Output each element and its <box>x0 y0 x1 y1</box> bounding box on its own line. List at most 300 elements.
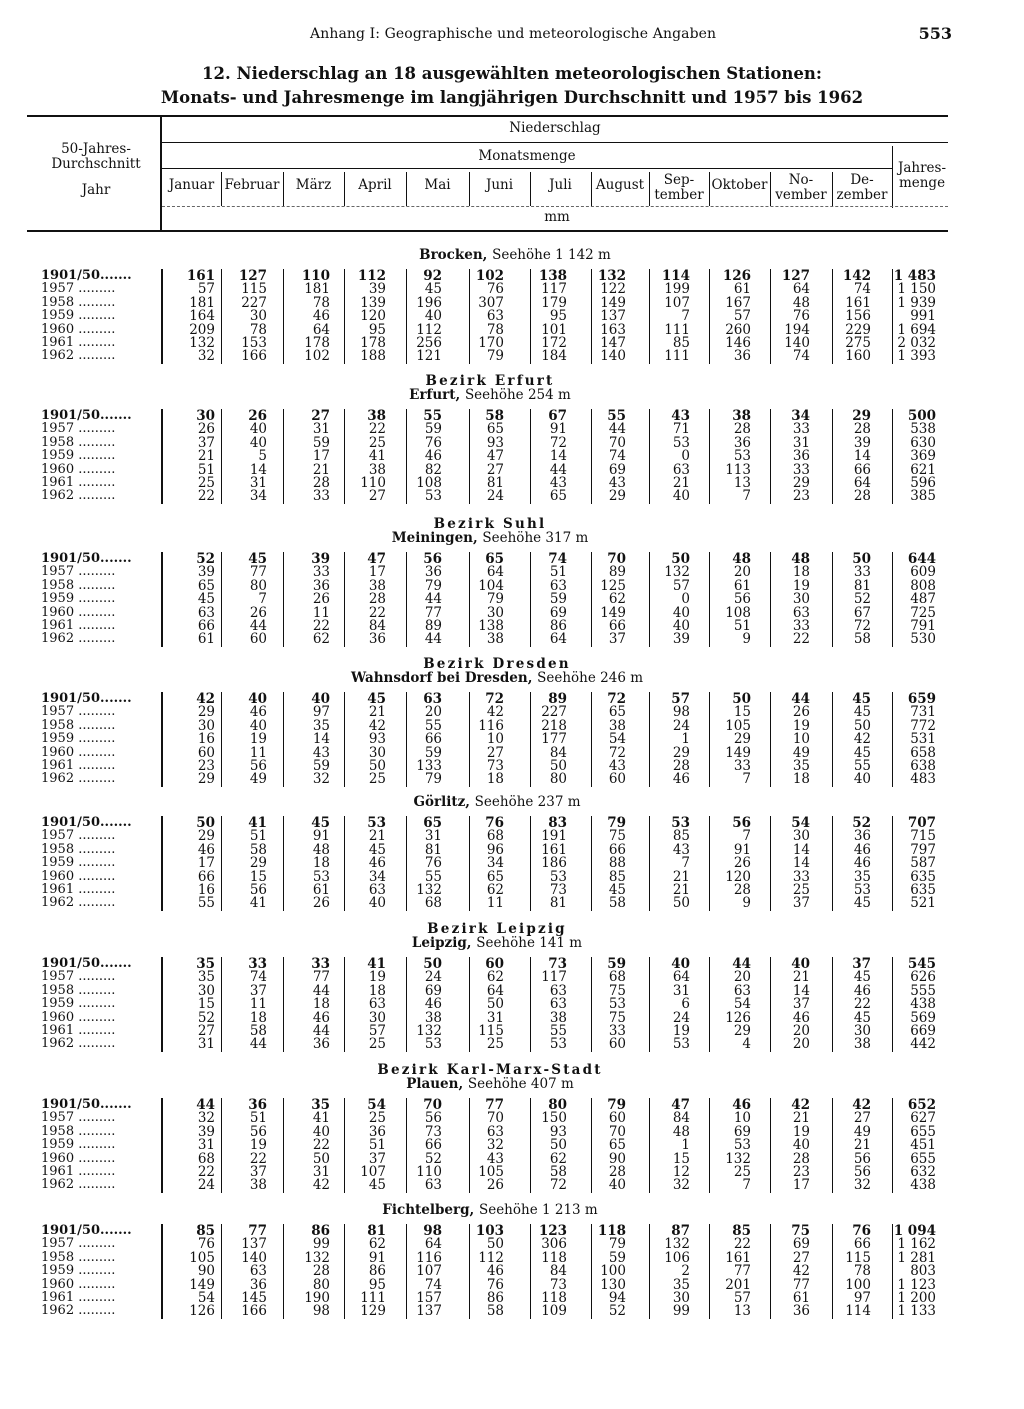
monthly-value-cell: 43 <box>608 475 626 491</box>
monthly-value-cell: 194 <box>784 321 810 338</box>
monthly-value-cell: 157 <box>416 1290 442 1306</box>
month-column-divider <box>591 172 592 206</box>
year-label: 1958 ......... <box>41 983 116 998</box>
year-label: 1901/50....... <box>41 269 132 283</box>
table-row <box>0 896 1024 910</box>
monthly-value-cell: 65 <box>608 1137 626 1154</box>
monthly-value-cell: 306 <box>541 1236 567 1253</box>
monthly-value-cell: 86 <box>486 1290 504 1306</box>
monthly-value-cell: 107 <box>360 1164 386 1180</box>
column-divider <box>283 552 284 647</box>
monthly-value-cell: 53 <box>671 815 690 831</box>
annual-total-cell: 596 <box>910 475 936 491</box>
monthly-value-cell: 178 <box>304 335 330 351</box>
monthly-value-cell: 142 <box>842 268 871 284</box>
column-divider <box>221 1098 222 1193</box>
monthly-value-cell: 307 <box>478 294 504 311</box>
monthly-value-cell: 87 <box>671 1223 690 1239</box>
monthly-value-cell: 44 <box>249 1036 267 1053</box>
monthly-value-cell: 161 <box>845 294 871 311</box>
column-divider <box>832 269 833 364</box>
monthly-value-cell: 21 <box>672 868 690 885</box>
monthly-value-cell: 181 <box>304 281 330 298</box>
monthly-value-cell: 60 <box>608 1110 626 1127</box>
monthly-value-cell: 25 <box>197 475 215 491</box>
column-divider <box>221 409 222 504</box>
monthly-value-cell: 58 <box>249 841 267 858</box>
monthly-value-cell: 58 <box>608 895 626 912</box>
monthly-value-cell: 42 <box>852 1097 871 1113</box>
monthly-value-cell: 37 <box>249 982 267 999</box>
monthly-value-cell: 120 <box>725 868 751 885</box>
bezirk-heading: Bezirk Leipzig <box>427 921 567 937</box>
monthly-value-cell: 172 <box>541 335 567 351</box>
monthly-value-cell: 60 <box>608 771 626 788</box>
monthly-value-cell: 140 <box>241 1249 267 1266</box>
monthly-value-cell: 79 <box>486 591 504 608</box>
monthly-value-cell: 53 <box>672 1036 690 1053</box>
monthly-value-cell: 14 <box>312 731 330 748</box>
monthly-value-cell: 85 <box>672 335 690 351</box>
monthly-value-cell: 30 <box>196 408 215 424</box>
monthly-value-cell: 26 <box>312 591 330 608</box>
monthly-value-cell: 47 <box>486 448 504 465</box>
monthly-value-cell: 114 <box>845 1303 871 1320</box>
monthly-value-cell: 50 <box>852 551 871 567</box>
monthly-value-cell: 28 <box>792 1150 810 1167</box>
monthly-value-cell: 41 <box>368 448 386 465</box>
monthly-value-cell: 11 <box>312 604 330 621</box>
monthly-value-cell: 69 <box>733 1123 751 1140</box>
column-divider <box>832 816 833 911</box>
monthly-value-cell: 11 <box>249 744 267 761</box>
monthly-value-cell: 45 <box>368 841 386 858</box>
monthly-value-cell: 21 <box>792 1110 810 1127</box>
month-column-divider <box>832 172 833 206</box>
monthly-value-cell: 73 <box>549 882 567 898</box>
monthly-value-cell: 161 <box>725 1249 751 1266</box>
monthly-value-cell: 30 <box>368 1009 386 1026</box>
monthly-value-cell: 110 <box>416 1164 442 1180</box>
monthly-value-cell: 29 <box>672 744 690 761</box>
monthly-value-cell: 137 <box>600 308 626 325</box>
annual-total-cell: 438 <box>910 1177 936 1194</box>
annual-total-cell: 803 <box>910 1263 936 1280</box>
column-divider <box>469 409 470 504</box>
monthly-value-cell: 10 <box>486 731 504 748</box>
annual-total-cell: 1 200 <box>897 1290 936 1306</box>
monthly-value-cell: 61 <box>312 882 330 898</box>
monthly-value-cell: 26 <box>792 704 810 721</box>
monthly-value-cell: 62 <box>549 1150 567 1167</box>
monthly-value-cell: 75 <box>608 1009 626 1026</box>
niederschlag-rule <box>162 142 948 143</box>
monthly-value-cell: 55 <box>607 408 626 424</box>
monthly-value-cell: 7 <box>258 591 267 608</box>
month-header-line-1: April <box>358 177 392 193</box>
monthly-value-cell: 15 <box>733 704 751 721</box>
monthly-value-cell: 38 <box>549 1009 567 1026</box>
monthly-value-cell: 74 <box>548 551 567 567</box>
annual-total-cell: 483 <box>910 771 936 788</box>
monthly-value-cell: 27 <box>792 1249 810 1266</box>
annual-total-cell: 658 <box>910 744 936 761</box>
monthly-value-cell: 29 <box>852 408 871 424</box>
monthly-value-cell: 20 <box>424 704 442 721</box>
monthly-value-cell: 64 <box>312 321 330 338</box>
table-title-line-2: Monats- und Jahresmenge im langjährigen Durchschnitt und 1957 bis 1962 <box>160 88 864 107</box>
monthly-value-cell: 58 <box>853 631 871 648</box>
monthly-value-cell: 72 <box>607 691 626 707</box>
monthly-value-cell: 42 <box>792 1263 810 1280</box>
monthly-value-cell: 66 <box>424 731 442 748</box>
station-heading <box>3 248 1024 262</box>
monthly-value-cell: 19 <box>792 717 810 734</box>
monthly-value-cell: 54 <box>367 1097 386 1113</box>
monthly-value-cell: 74 <box>792 348 810 365</box>
monthly-value-cell: 64 <box>486 564 504 581</box>
monthly-value-cell: 46 <box>853 855 871 872</box>
monthly-value-cell: 102 <box>304 348 330 365</box>
annual-total-cell: 451 <box>910 1137 936 1154</box>
year-label: 1959 ......... <box>41 592 116 607</box>
year-label: 1959 ......... <box>41 449 116 464</box>
year-label: 1962 ......... <box>41 632 116 647</box>
table-row <box>0 349 1024 363</box>
monthly-value-cell: 83 <box>548 815 567 831</box>
monthly-value-cell: 15 <box>197 996 215 1013</box>
monthly-value-cell: 42 <box>368 717 386 734</box>
annual-total-cell: 808 <box>910 577 936 594</box>
column-divider <box>892 552 893 647</box>
column-divider <box>406 269 407 364</box>
column-divider <box>161 409 163 504</box>
monthly-value-cell: 15 <box>249 868 267 885</box>
monthly-value-cell: 77 <box>792 1276 810 1293</box>
month-column-divider <box>709 172 710 206</box>
monthly-value-cell: 39 <box>311 551 330 567</box>
monthly-value-cell: 14 <box>792 841 810 858</box>
monthly-value-cell: 101 <box>541 321 567 338</box>
monthly-value-cell: 35 <box>311 1097 330 1113</box>
monthly-value-cell: 14 <box>792 855 810 872</box>
monthly-value-cell: 72 <box>853 618 871 634</box>
monthly-value-cell: 39 <box>197 564 215 581</box>
monthly-value-cell: 22 <box>249 1150 267 1167</box>
monthly-value-cell: 42 <box>853 731 871 748</box>
column-divider <box>770 409 771 504</box>
table-title <box>0 62 1024 110</box>
column-divider <box>649 816 650 911</box>
monthly-value-cell: 116 <box>478 717 504 734</box>
monthly-value-cell: 50 <box>486 996 504 1013</box>
monthly-value-cell: 30 <box>249 308 267 325</box>
annual-total-cell: 369 <box>910 448 936 465</box>
column-divider <box>469 552 470 647</box>
column-divider <box>344 1224 345 1319</box>
month-header <box>832 173 892 203</box>
monthly-value-cell: 22 <box>792 631 810 648</box>
monthly-value-cell: 40 <box>672 488 690 505</box>
year-label: 1960 ......... <box>41 1277 116 1292</box>
column-divider <box>161 957 163 1052</box>
monthly-value-cell: 40 <box>248 691 267 707</box>
column-divider <box>832 552 833 647</box>
year-label: 1958 ......... <box>41 842 116 857</box>
monthly-value-cell: 100 <box>845 1276 871 1293</box>
column-divider <box>283 1224 284 1319</box>
monthly-value-cell: 36 <box>853 828 871 845</box>
monthly-value-cell: 79 <box>607 815 626 831</box>
monthly-value-cell: 97 <box>853 1290 871 1306</box>
monthly-value-cell: 37 <box>249 1164 267 1180</box>
monthly-value-cell: 19 <box>672 1023 690 1039</box>
monthly-value-cell: 41 <box>249 895 267 912</box>
monthly-value-cell: 58 <box>485 408 504 424</box>
year-label: 1901/50....... <box>41 1098 132 1112</box>
monthly-value-cell: 18 <box>312 996 330 1013</box>
annual-total-cell: 1 281 <box>897 1249 936 1266</box>
year-label: 1957 ......... <box>41 829 116 844</box>
monthly-value-cell: 37 <box>608 631 626 648</box>
monthly-value-cell: 81 <box>486 475 504 491</box>
monthly-value-cell: 38 <box>249 1177 267 1194</box>
annual-total-cell: 791 <box>910 618 936 634</box>
bezirk-heading: Bezirk Suhl <box>433 516 547 532</box>
monthly-value-cell: 57 <box>671 691 690 707</box>
monthly-value-cell: 76 <box>424 855 442 872</box>
monthly-value-cell: 20 <box>733 564 751 581</box>
column-divider <box>591 1098 592 1193</box>
monthly-value-cell: 19 <box>792 577 810 594</box>
monthly-value-cell: 36 <box>249 1276 267 1293</box>
monthly-value-cell: 53 <box>733 1137 751 1154</box>
monthly-value-cell: 36 <box>733 348 751 365</box>
month-header-line-1: Sep- <box>663 172 695 188</box>
monthly-value-cell: 50 <box>486 1236 504 1253</box>
monthly-value-cell: 22 <box>312 618 330 634</box>
annual-total-cell: 538 <box>910 421 936 438</box>
month-header-line-1: De- <box>850 172 874 188</box>
monthly-value-cell: 38 <box>853 1036 871 1053</box>
monthly-value-cell: 64 <box>853 475 871 491</box>
monthly-value-cell: 67 <box>853 604 871 621</box>
monthly-value-cell: 81 <box>853 577 871 594</box>
month-header <box>530 178 591 193</box>
monthly-value-cell: 105 <box>478 1164 504 1180</box>
monthly-value-cell: 95 <box>368 1276 386 1293</box>
monthly-value-cell: 110 <box>360 475 386 491</box>
monthly-value-cell: 256 <box>416 335 442 351</box>
monthly-value-cell: 35 <box>792 758 810 774</box>
year-label: 1961 ......... <box>41 1291 116 1305</box>
monthly-value-cell: 63 <box>672 461 690 478</box>
unit-label: mm <box>544 209 570 225</box>
monthly-value-cell: 69 <box>424 982 442 999</box>
monthly-value-cell: 34 <box>249 488 267 505</box>
annual-total-cell: 609 <box>910 564 936 581</box>
monthly-value-cell: 137 <box>241 1236 267 1253</box>
monthly-value-cell: 7 <box>742 771 751 788</box>
monthly-value-cell: 70 <box>608 1123 626 1140</box>
monthly-value-cell: 132 <box>189 335 215 351</box>
monthly-value-cell: 126 <box>725 1009 751 1026</box>
monthly-value-cell: 38 <box>608 717 626 734</box>
column-divider <box>709 1224 710 1319</box>
monthly-value-cell: 44 <box>608 421 626 438</box>
annual-total-cell: 531 <box>910 731 936 748</box>
monthly-value-cell: 16 <box>197 731 215 748</box>
station-name: Fichtelberg, <box>382 1202 475 1218</box>
monthly-value-cell: 19 <box>249 1137 267 1154</box>
year-label: 1960 ......... <box>41 605 116 620</box>
monthly-value-cell: 25 <box>368 1036 386 1053</box>
annual-total-cell: 626 <box>910 969 936 986</box>
monthly-value-cell: 149 <box>600 604 626 621</box>
monthly-value-cell: 127 <box>781 268 810 284</box>
month-header-line-2: tember <box>654 187 704 203</box>
monthly-value-cell: 56 <box>249 758 267 774</box>
station-heading <box>0 531 1002 545</box>
monthly-value-cell: 43 <box>312 744 330 761</box>
monthly-value-cell: 52 <box>608 1303 626 1320</box>
annual-total-cell: 587 <box>910 855 936 872</box>
monthly-value-cell: 35 <box>853 868 871 885</box>
monthly-value-cell: 45 <box>853 704 871 721</box>
monthly-value-cell: 63 <box>486 1123 504 1140</box>
monthly-value-cell: 33 <box>733 758 751 774</box>
monthly-value-cell: 61 <box>733 577 751 594</box>
monthly-value-cell: 93 <box>368 731 386 748</box>
monthly-value-cell: 17 <box>312 448 330 465</box>
monthly-value-cell: 7 <box>681 855 690 872</box>
monthly-value-cell: 65 <box>423 815 442 831</box>
monthly-value-cell: 33 <box>792 461 810 478</box>
monthly-value-cell: 62 <box>486 882 504 898</box>
year-label: 1901/50....... <box>41 1224 132 1238</box>
monthly-value-cell: 196 <box>416 294 442 311</box>
year-label: 1958 ......... <box>41 1124 116 1139</box>
year-label: 1957 ......... <box>41 1237 116 1252</box>
column-divider <box>832 1224 833 1319</box>
monthly-value-cell: 107 <box>664 294 690 311</box>
monthly-value-cell: 80 <box>549 771 567 788</box>
monthly-value-cell: 112 <box>357 268 386 284</box>
monthly-value-cell: 40 <box>249 434 267 451</box>
monthly-value-cell: 38 <box>367 408 386 424</box>
column-divider <box>770 1098 771 1193</box>
column-divider <box>892 692 893 787</box>
monthly-value-cell: 50 <box>853 717 871 734</box>
monthly-value-cell: 40 <box>671 956 690 972</box>
monthly-value-cell: 45 <box>368 1177 386 1194</box>
monthly-value-cell: 46 <box>853 982 871 999</box>
monthly-value-cell: 10 <box>733 1110 751 1127</box>
monthly-value-cell: 78 <box>486 321 504 338</box>
year-label: 1959 ......... <box>41 997 116 1012</box>
monthly-value-cell: 33 <box>312 488 330 505</box>
monthly-value-cell: 68 <box>424 895 442 912</box>
monthly-value-cell: 49 <box>853 1123 871 1140</box>
monthly-value-cell: 36 <box>792 1303 810 1320</box>
annual-total-cell: 1 133 <box>897 1303 936 1320</box>
monthly-value-cell: 53 <box>424 1036 442 1053</box>
monthly-value-cell: 19 <box>368 969 386 986</box>
monthly-value-cell: 1 <box>681 731 690 748</box>
column-divider <box>770 1224 771 1319</box>
monthly-value-cell: 28 <box>853 421 871 438</box>
monthly-value-cell: 84 <box>368 618 386 634</box>
annual-total-cell: 627 <box>910 1110 936 1127</box>
annual-total-cell: 655 <box>910 1123 936 1140</box>
annual-total-cell: 1 123 <box>897 1276 936 1293</box>
monthly-value-cell: 34 <box>486 855 504 872</box>
monthly-value-cell: 45 <box>853 744 871 761</box>
monthly-value-cell: 95 <box>549 308 567 325</box>
column-divider <box>469 816 470 911</box>
monthly-value-cell: 26 <box>486 1177 504 1194</box>
column-divider <box>709 692 710 787</box>
monthly-value-cell: 32 <box>312 771 330 788</box>
monthly-value-cell: 26 <box>248 408 267 424</box>
year-label: 1959 ......... <box>41 856 116 871</box>
monthly-value-cell: 102 <box>475 268 504 284</box>
month-column-divider <box>649 172 650 206</box>
annual-total-cell: 1 939 <box>897 294 936 311</box>
monthly-value-cell: 25 <box>368 434 386 451</box>
monthly-value-cell: 97 <box>312 704 330 721</box>
monthly-value-cell: 30 <box>197 982 215 999</box>
monthly-value-cell: 201 <box>725 1276 751 1293</box>
monthly-value-cell: 27 <box>853 1110 871 1127</box>
year-label: 1961 ......... <box>41 1024 116 1038</box>
column-divider <box>832 409 833 504</box>
monthly-value-cell: 46 <box>792 1009 810 1026</box>
column-divider <box>530 269 531 364</box>
monthly-value-cell: 26 <box>733 855 751 872</box>
monthly-value-cell: 117 <box>541 281 567 298</box>
column-divider <box>649 957 650 1052</box>
monthly-value-cell: 105 <box>189 1249 215 1266</box>
station-elevation: Seehöhe 1 142 m <box>492 247 611 263</box>
monthly-value-cell: 45 <box>197 591 215 608</box>
monthly-value-cell: 59 <box>312 434 330 451</box>
monthly-value-cell: 31 <box>197 1036 215 1053</box>
monthly-value-cell: 22 <box>312 1137 330 1154</box>
monthly-value-cell: 42 <box>312 1177 330 1194</box>
bezirk-heading: Bezirk Erfurt <box>425 373 555 389</box>
monthly-value-cell: 30 <box>197 717 215 734</box>
monthly-value-cell: 44 <box>196 1097 215 1113</box>
monthly-value-cell: 35 <box>312 717 330 734</box>
monthly-value-cell: 28 <box>368 591 386 608</box>
column-divider <box>469 957 470 1052</box>
monthly-value-cell: 0 <box>681 448 690 465</box>
column-divider <box>892 269 893 364</box>
monthly-value-cell: 64 <box>792 281 810 298</box>
monthly-value-cell: 98 <box>312 1303 330 1320</box>
monthly-value-cell: 77 <box>248 1223 267 1239</box>
monthly-value-cell: 27 <box>368 488 386 505</box>
monthly-value-cell: 17 <box>792 1177 810 1194</box>
monthly-value-cell: 63 <box>549 982 567 999</box>
month-header <box>283 178 344 193</box>
monthly-value-cell: 60 <box>608 1036 626 1053</box>
monthly-value-cell: 76 <box>197 1236 215 1253</box>
monthly-value-cell: 112 <box>478 1249 504 1266</box>
monthly-value-cell: 31 <box>792 434 810 451</box>
column-divider <box>770 957 771 1052</box>
